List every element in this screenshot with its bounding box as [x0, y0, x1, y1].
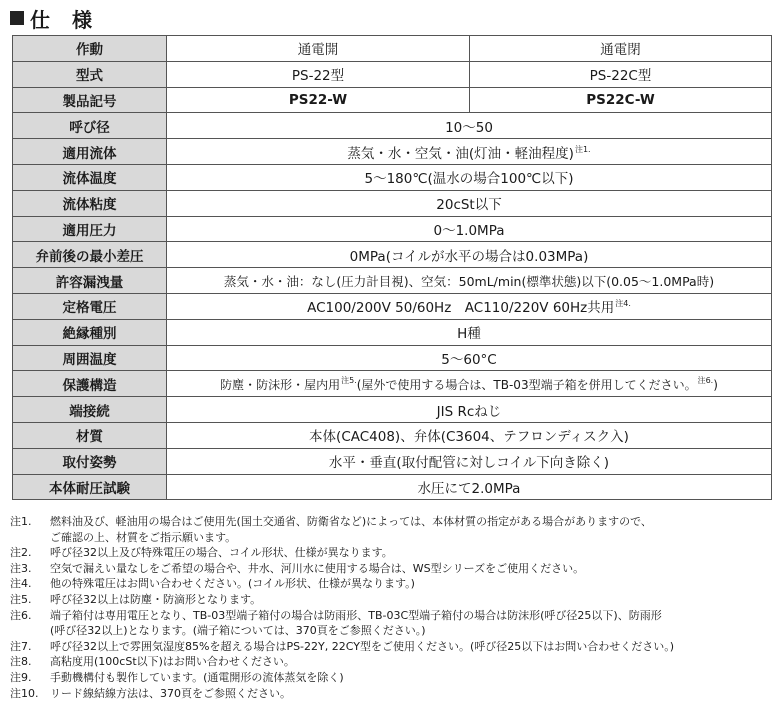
note-line — [10, 514, 774, 530]
spec-label: 製品記号 — [13, 87, 167, 113]
spec-label: 本体耐圧試験 — [13, 474, 167, 500]
spec-row — [13, 293, 772, 319]
note-line — [10, 686, 774, 702]
spec-value-text: 10～50 — [445, 119, 493, 136]
spec-label: 絶縁種別 — [13, 319, 167, 345]
note-mark: 注5. — [10, 592, 32, 606]
note-line — [10, 545, 774, 561]
note-text: 手動機構付も製作しています。(通電開形の流体蒸気を除く) — [50, 670, 344, 684]
spec-value — [167, 371, 772, 397]
spec-label: 周囲温度 — [13, 345, 167, 371]
spec-value-text: (屋外で使用する場合は、TB-03型端子箱を併用してください。 — [356, 377, 697, 392]
spec-value-text: 0～1.0MPa — [433, 222, 505, 239]
spec-label: 作動 — [13, 36, 167, 62]
spec-value — [167, 448, 772, 474]
note-mark — [10, 530, 50, 546]
spec-value — [167, 422, 772, 448]
note-mark: 注4. — [10, 577, 32, 591]
note-ref: 注6. — [697, 375, 714, 385]
spec-value — [167, 397, 772, 423]
spec-label: 保護構造 — [13, 371, 167, 397]
spec-row — [13, 371, 772, 397]
note-line — [10, 561, 774, 577]
spec-row — [13, 61, 772, 87]
note-ref: 注4. — [615, 299, 631, 309]
spec-value-text: 水圧にて2.0MPa — [417, 480, 521, 497]
spec-value-b: 通電閉 — [470, 36, 772, 62]
spec-value — [167, 474, 772, 500]
spec-row — [13, 216, 772, 242]
spec-value-text: 5～180℃(温水の場合100℃以下) — [364, 171, 574, 188]
note-ref: 注5. — [341, 375, 357, 385]
spec-value-text: 本体(CAC408)、弁体(C3604、テフロンディスク入) — [309, 429, 629, 446]
spec-value-text: JIS Rcねじ — [436, 403, 502, 420]
spec-value-text: H種 — [457, 326, 481, 343]
spec-value-a: 通電開 — [167, 36, 470, 62]
spec-value — [167, 345, 772, 371]
spec-row — [13, 422, 772, 448]
spec-row — [13, 268, 772, 294]
spec-label: 材質 — [13, 422, 167, 448]
spec-value-text: 水平・垂直(取付配管に対しコイル下向き除く) — [328, 455, 610, 472]
note-mark: 注10. — [10, 686, 39, 700]
spec-value — [167, 293, 772, 319]
note-text: 呼び径32以上で雰囲気湿度85%を超える場合はPS-22Y, 22CY型をご使用ください。(呼び径25以下はお問い合わせください。) — [50, 639, 675, 653]
note-text: ご確認の上、材質をご指示願います。 — [50, 530, 237, 544]
spec-row — [13, 113, 772, 139]
note-text: リード線結線方法は、370頁をご参照ください。 — [50, 686, 291, 700]
spec-label: 流体温度 — [13, 164, 167, 190]
spec-value-text: 蒸気・水・油：なし(圧力計目視)、空気：50mL/min(標準状態)以下(0.05～1.0MPa時) — [223, 273, 715, 289]
spec-value-text: 5～60°C — [441, 351, 497, 368]
note-ref: 注1. — [574, 144, 591, 154]
note-text: (呼び径32以上)となります。(端子箱については、370頁をご参照ください。) — [50, 624, 426, 638]
spec-value — [167, 242, 772, 268]
note-text: 高粘度用(100cSt以下)はお問い合わせください。 — [50, 655, 295, 669]
spec-row — [13, 87, 772, 113]
spec-value-b: PS-22C型 — [470, 61, 772, 87]
spec-label: 呼び径 — [13, 113, 167, 139]
spec-value-a: PS22-W — [167, 87, 470, 113]
spec-value — [167, 319, 772, 345]
spec-row — [13, 397, 772, 423]
spec-label: 流体粘度 — [13, 190, 167, 216]
spec-row — [13, 36, 772, 62]
note-line — [10, 639, 774, 655]
section-title-text: 仕 様 — [30, 7, 93, 32]
note-line — [10, 530, 774, 546]
spec-row — [13, 474, 772, 500]
spec-label: 許容漏洩量 — [13, 268, 167, 294]
spec-row — [13, 242, 772, 268]
note-line — [10, 576, 774, 592]
spec-value-text: 蒸気・水・空気・油(灯油・軽油程度) — [347, 145, 574, 162]
spec-row — [13, 190, 772, 216]
spec-table — [12, 35, 772, 500]
note-line — [10, 670, 774, 686]
spec-row — [13, 319, 772, 345]
spec-label: 弁前後の最小差圧 — [13, 242, 167, 268]
note-mark: 注1. — [10, 515, 32, 528]
section-title — [10, 4, 93, 32]
spec-value — [167, 164, 772, 190]
note-mark: 注8. — [10, 655, 32, 669]
spec-label: 取付姿勢 — [13, 448, 167, 474]
spec-value-b: PS22C-W — [470, 87, 772, 113]
spec-value — [167, 113, 772, 139]
spec-row — [13, 139, 772, 165]
spec-value-text: 20cSt以下 — [436, 197, 502, 214]
spec-value — [167, 268, 772, 294]
note-text: 呼び径32以上及び特殊電圧の場合、コイル形状、仕様が異なります。 — [50, 546, 393, 560]
note-mark — [10, 623, 50, 639]
spec-row — [13, 164, 772, 190]
note-text: 端子箱付は専用電圧となり、TB-03型端子箱付の場合は防雨形、TB-03C型端子箱付の場合は防沫形(呼び径25以下)、防雨形 — [50, 608, 662, 622]
note-text: 燃料油及び、軽油用の場合はご使用先(国土交通省、防衛省など)によっては、本体材質の指定がある場合がありますので、 — [50, 515, 652, 528]
spec-value-a: PS-22型 — [167, 61, 470, 87]
note-text: 呼び径32以上は防塵・防滴形となります。 — [50, 592, 262, 606]
spec-row — [13, 345, 772, 371]
spec-value — [167, 216, 772, 242]
note-line — [10, 592, 774, 608]
note-mark: 注2. — [10, 546, 32, 560]
note-line — [10, 654, 774, 670]
notes-list — [10, 514, 774, 701]
spec-label: 端接続 — [13, 397, 167, 423]
spec-value — [167, 139, 772, 165]
note-mark: 注9. — [10, 670, 32, 684]
note-line — [10, 608, 774, 624]
note-mark: 注7. — [10, 639, 32, 653]
spec-value-text: ) — [713, 377, 718, 392]
spec-value-text: AC100/200V 50/60Hz AC110/220V 60Hz共用 — [307, 300, 615, 317]
spec-label: 型式 — [13, 61, 167, 87]
note-mark: 注6. — [10, 608, 32, 622]
spec-label: 適用圧力 — [13, 216, 167, 242]
spec-row — [13, 448, 772, 474]
spec-label: 定格電圧 — [13, 293, 167, 319]
spec-value-text: 0MPa(コイルが水平の場合は0.03MPa) — [349, 248, 589, 265]
square-bullet-icon — [10, 11, 24, 25]
spec-label: 適用流体 — [13, 139, 167, 165]
spec-value-text: 防塵・防沫形・屋内用 — [220, 377, 341, 392]
note-line — [10, 623, 774, 639]
note-mark: 注3. — [10, 561, 32, 575]
spec-value — [167, 190, 772, 216]
note-text: 他の特殊電圧はお問い合わせください。(コイル形状、仕様が異なります。) — [50, 577, 415, 591]
note-text: 空気で漏えい量なしをご希望の場合や、井水、河川水に使用する場合は、WS型シリーズをご使用ください。 — [50, 561, 585, 575]
